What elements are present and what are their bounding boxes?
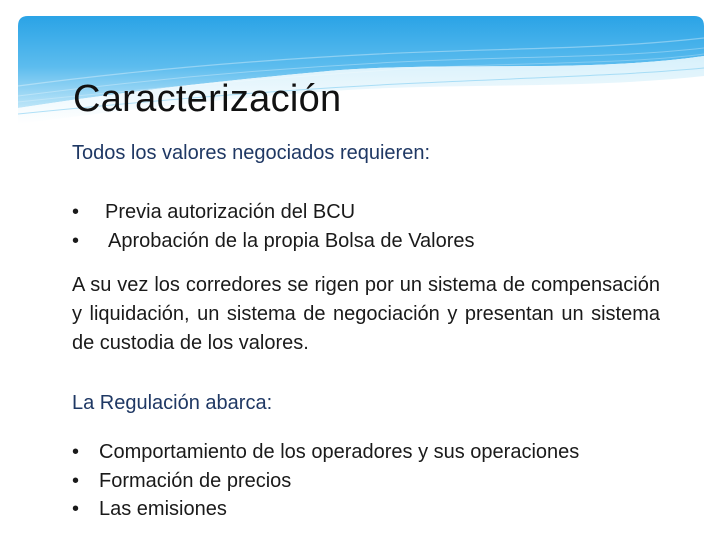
body-paragraph: A su vez los corredores se rigen por un sistema de compensación y liquidación, un sistema de negociación y presentan un sistema de custodia de los valores. (72, 274, 660, 354)
requirements-list (72, 198, 475, 256)
list-item: • Aprobación de la propia Bolsa de Valores (72, 227, 475, 256)
list-item: • Las emisiones (72, 495, 579, 524)
regulation-heading: La Regulación abarca: (72, 392, 273, 414)
regulation-list (72, 438, 579, 524)
requirements-heading: Todos los valores negociados requieren: (72, 142, 430, 164)
list-item: • Comportamiento de los operadores y sus operaciones (72, 438, 579, 467)
list-item: • Formación de precios (72, 467, 579, 496)
slide-title: Caracterización (73, 78, 342, 120)
list-item: • Previa autorización del BCU (72, 198, 475, 227)
